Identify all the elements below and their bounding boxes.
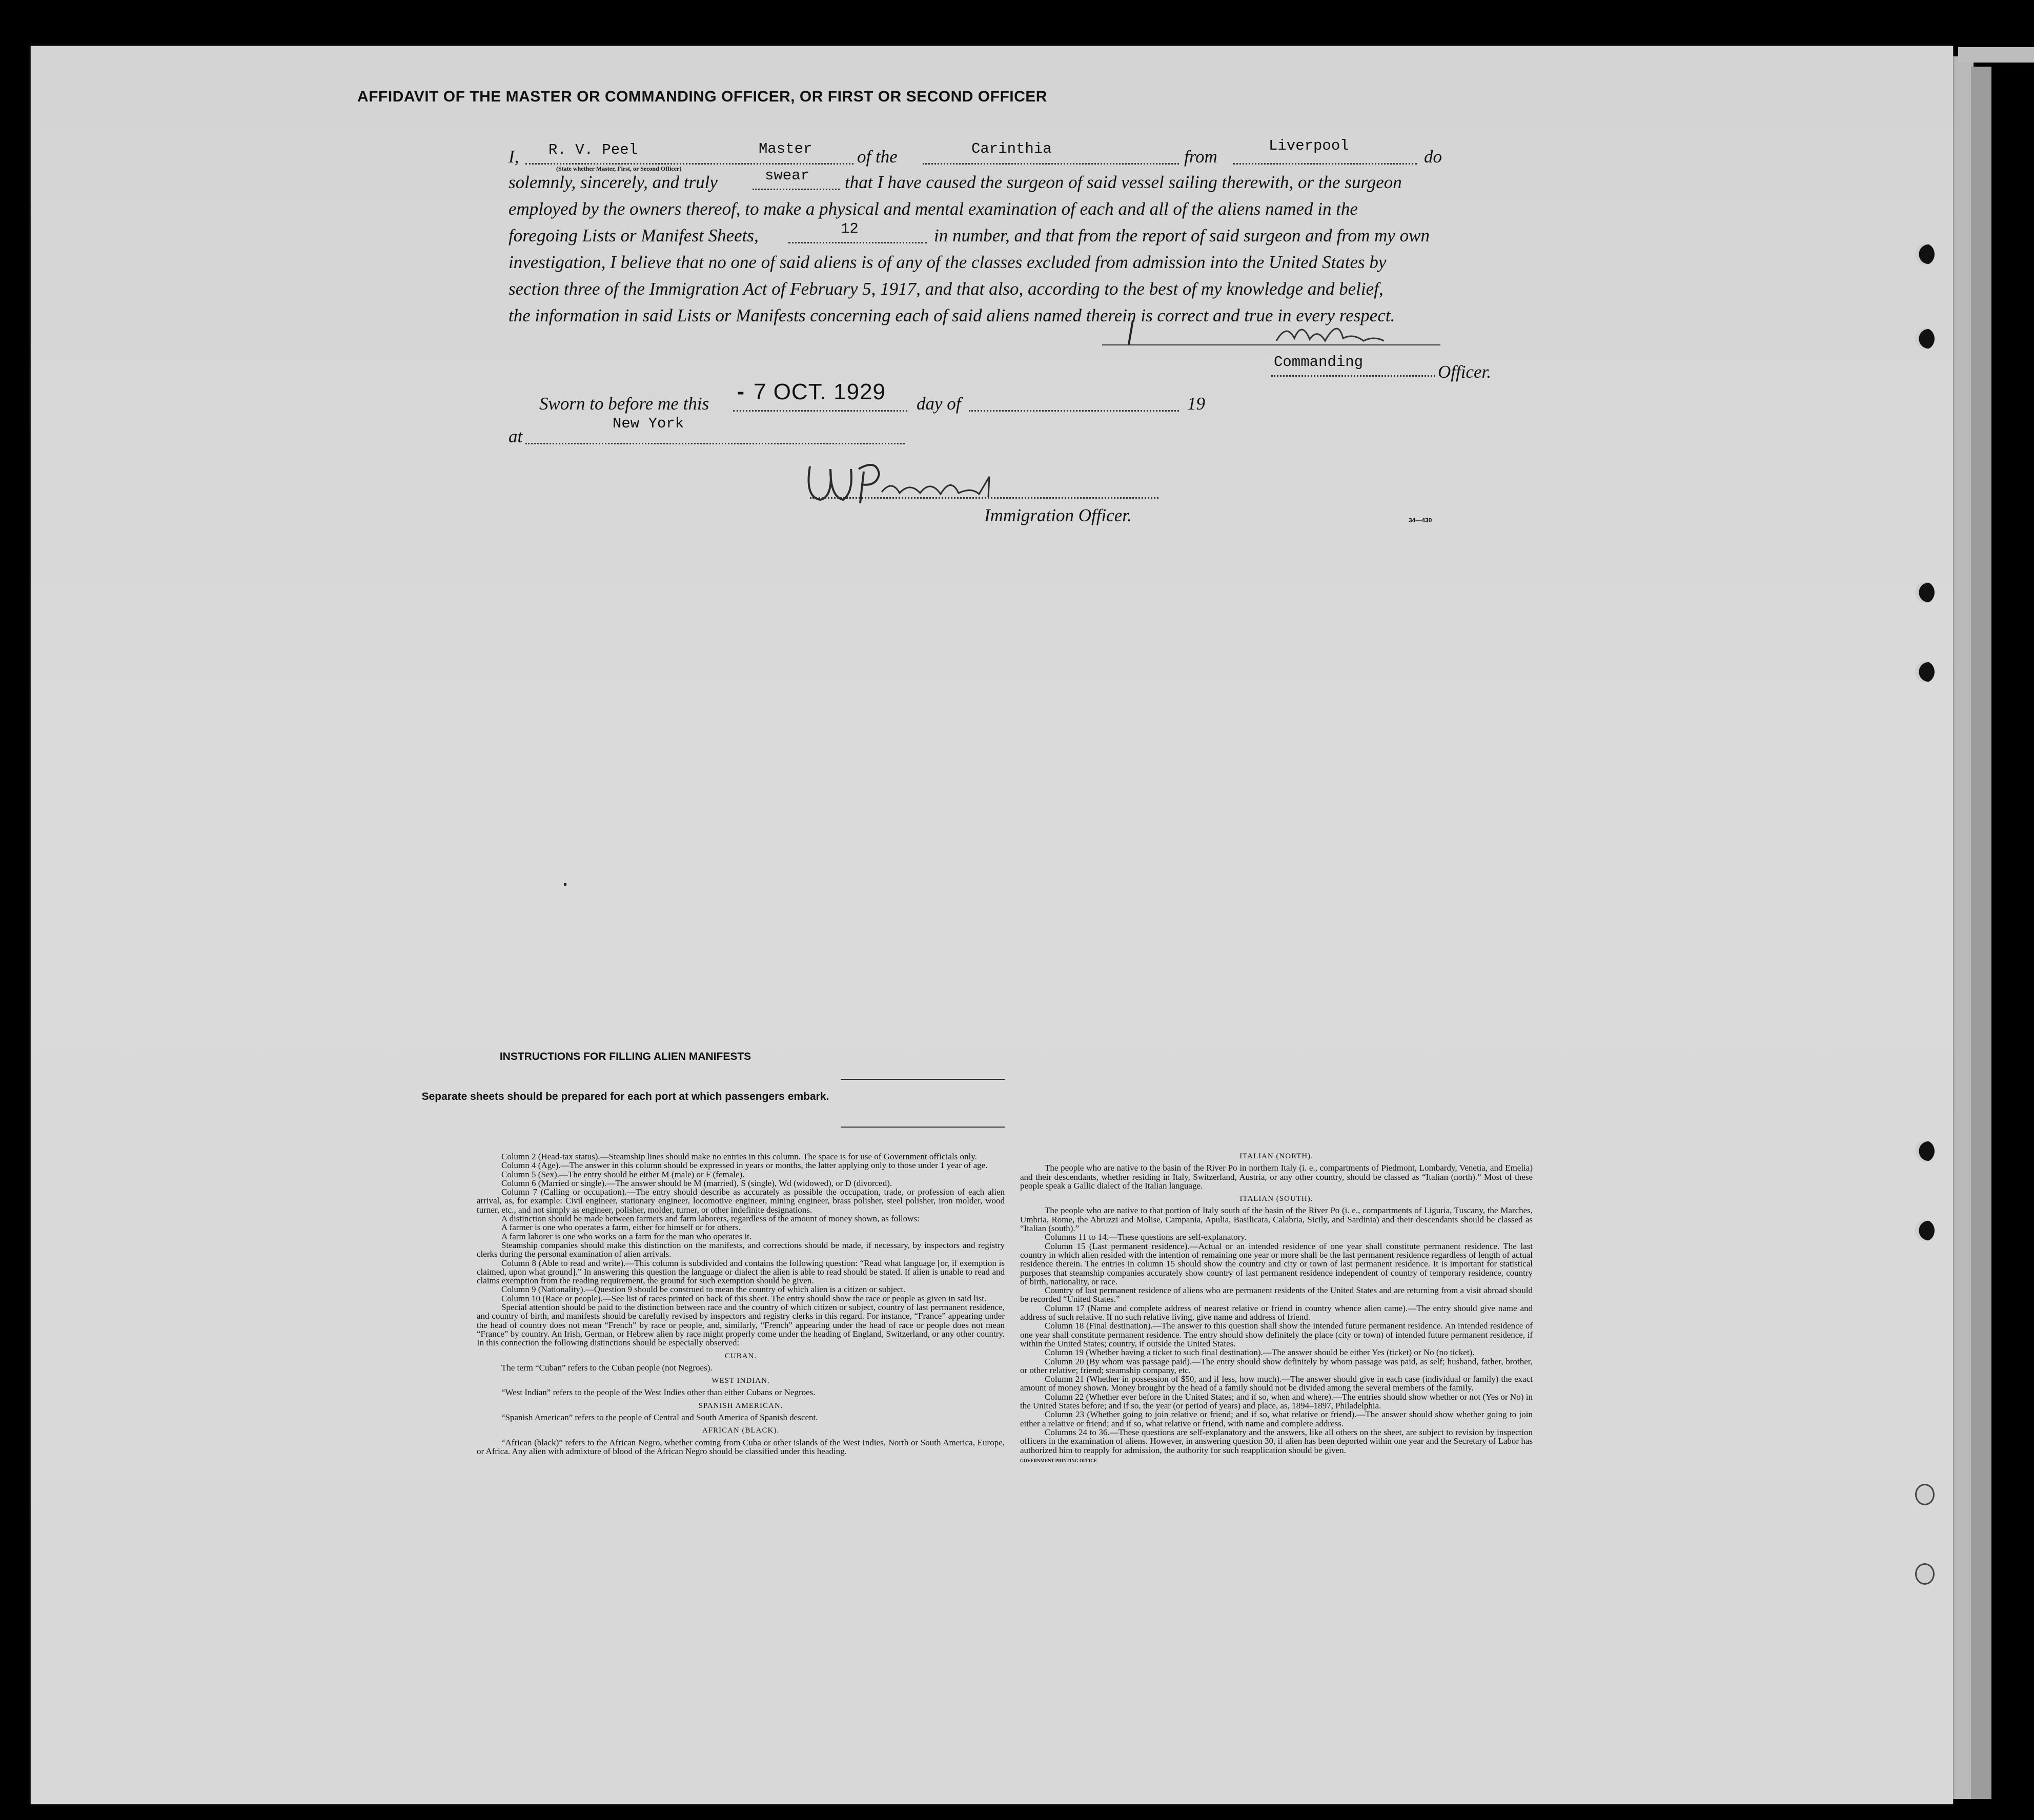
west-indian-text: “West Indian” refers to the people of the West Indies other than either Cubans or Negroes. <box>501 1387 816 1398</box>
name-line <box>525 163 853 165</box>
instr-left-12: Special attention should be paid to the distinction between race and the country of which citizen or subject, country of last permanent residence, and country of birth, and manifests should be carefully revised by inspectors and registry clerks in this regard. For instance, “France” appearing under the head of country does not mean “French” by race or people, and, similarly, “French” appearing under the head of race or people does not mean “France” by country. An Irish, German, or Hebrew alien by race might properly come under the heading of England, Switzerland, or any other country. In this connection the following distinctions should be especially observed: <box>477 1302 1005 1348</box>
binder-hole <box>1915 1484 1935 1505</box>
immigration-officer-line <box>810 497 1158 499</box>
binder-hole <box>1915 1140 1935 1162</box>
instr-left-0: Column 2 (Head-tax status).—Steamship lines should make no entries in this column. The space is for use of Government officials only. <box>501 1152 977 1161</box>
affidavit-i: I, <box>508 147 519 167</box>
instr-right-8: Column 21 (Whether in possession of $50, and if less, how much).—The answer should give in each case (individual or family) the exact amount of money shown. Money brought by the head of a family should not be divided among the several members of the family. <box>1020 1374 1533 1393</box>
sheets-line <box>788 242 927 243</box>
instr-left-4: Column 7 (Calling or occupation).—The entry should describe as accurately as possible the occupation, trade, or profession of each alien arrival, as, for example: Civil engineer, stationary engineer, locomotive engineer, mining engineer, brass polisher, steel polisher, iron molder, wood turner, etc., and not simply as engineer, polisher, molder, turner, or other indefinite designations. <box>477 1187 1005 1215</box>
instr-right-7: Column 20 (By whom was passage paid).—The entry should show definitely by whom passage was paid, as self; husband, father, brother, or other relative; friend; steamship company, etc. <box>1020 1356 1533 1375</box>
at-label: at <box>508 426 523 446</box>
vessel-name: Carinthia <box>971 140 1052 157</box>
title-divider <box>841 1079 1005 1080</box>
date-stamp-dash: - <box>737 379 744 403</box>
instr-right-0: The people who are native to that portion of Italy south of the basin of the River Po (i. e., compartments of Liguria, Tuscany, the Marches, Umbria, Rome, the Abruzzi and Molise, Campania, Apulia, Basilicata, Calabria, Sicily, and Sardinia) and their descendants should be classed as “Italian (south).” <box>1020 1205 1533 1234</box>
instr-right-9: Column 22 (Whether ever before in the United States; and if so, when and where).—The entries should show whether or not (Yes or No) in the United States before; and if so, the year (or period of years) and place, as, 1894–1897, Philadelphia. <box>1020 1392 1533 1411</box>
day-of-label: day of <box>917 394 961 414</box>
spanish-american-heading: SPANISH AMERICAN. <box>698 1401 783 1410</box>
departure-port: Liverpool <box>1269 137 1349 154</box>
spanish-american-text: “Spanish American” refers to the people of Central and South America of Spanish descent. <box>501 1413 818 1423</box>
instructions-title: INSTRUCTIONS FOR FILLING ALIEN MANIFESTS <box>499 1051 751 1062</box>
instr-left-11: Column 10 (Race or people).—See list of races printed on back of this sheet. The entry should show the race or people as given in said list. <box>501 1293 987 1303</box>
italian-south-heading: ITALIAN (SOUTH). <box>1239 1195 1313 1203</box>
form-number: 34—430 <box>1409 517 1432 524</box>
cuban-heading: CUBAN. <box>724 1352 757 1360</box>
instructions-subtitle: Separate sheets should be prepared for each port at which passengers embark. <box>421 1091 829 1102</box>
city-line <box>525 443 905 444</box>
manifest-sheet <box>31 46 1953 1804</box>
sworn-label: Sworn to before me this <box>539 394 709 414</box>
line-foregoing: foregoing Lists or Manifest Sheets, <box>508 226 759 246</box>
master-name: R. V. Peel <box>548 141 638 158</box>
printer-imprint: GOVERNMENT PRINTING OFFICE <box>1020 1458 1097 1463</box>
african-heading: AFRICAN (BLACK). <box>702 1426 780 1435</box>
line-information: the information in said Lists or Manifests concerning each of said aliens named therein is correct and true in every respect. <box>508 305 1395 325</box>
affidavit-title: AFFIDAVIT OF THE MASTER OR COMMANDING OFFICER, OR FIRST OR SECOND OFFICER <box>357 88 1047 105</box>
african-text: “African (black)” refers to the African Negro, whether coming from Cuba or other islands of the West Indies, North or South America, Europe, or Africa. Any alien with admixture of blood of the African Negro should be classified under this heading. <box>477 1437 1005 1456</box>
instr-left-7: A farm laborer is one who works on a farm for the man who operates it. <box>501 1231 752 1241</box>
instr-left-8: Steamship companies should make this distinction on the manifests, and corrections should be made, if necessary, by inspectors and registry clerks during the personal examination of alien arrivals. <box>477 1240 1005 1259</box>
instr-left-5: A distinction should be made between farmers and farm laborers, regardless of the amount of money shown, as follows: <box>501 1214 920 1224</box>
vessel-line <box>923 163 1179 165</box>
binder-hole <box>1915 661 1935 683</box>
instr-right-11: Columns 24 to 36.—These questions are self-explanatory and the answers, like all others on the sheet, are subject to revision by inspection officers in the examination of aliens. However, in answering question 30, if alien has been deported within one year and the Secretary of Labor has authorized him to reapply for admission, the authority for such reapplication should be given. <box>1020 1427 1533 1455</box>
line-section: section three of the Immigration Act of February 5, 1917, and that also, according to the best of my knowledge and belief, <box>508 279 1384 299</box>
line-surgeon: that I have caused the surgeon of said vessel sailing therewith, or the surgeon <box>845 172 1402 192</box>
master-signature <box>1097 313 1456 349</box>
date-stamp: 7 OCT. 1929 <box>754 379 886 404</box>
instr-left-10: Column 9 (Nationality).—Question 9 should be construed to mean the country of which alien is a citizen or subject. <box>501 1284 906 1295</box>
instructions-left-column <box>477 1152 1005 1456</box>
day-line <box>733 410 907 412</box>
instr-right-2: Column 15 (Last permanent residence).—Actual or an intended residence of one year shall constitute permanent residence. The last country in which alien resided with the intention of remaining one year or more shall be the last permanent residence regardless of length of actual residence therein. The entries in column 15 should show the country and city or town of last permanent residence. It is important for statistical purposes that steamship companies accurately show country of last permanent residence independent of country of temporary residence, country of birth, nationality, or race. <box>1020 1241 1533 1286</box>
oath-word: swear <box>765 167 810 184</box>
do-label: do <box>1424 147 1442 167</box>
officer-label: Officer. <box>1438 362 1492 382</box>
commanding-line <box>1271 375 1435 377</box>
instr-left-6: A farmer is one who operates a farm, either for himself or for others. <box>501 1222 741 1233</box>
line-in-number: in number, and that from the report of said surgeon and from my own <box>934 226 1430 246</box>
line-investigation: investigation, I believe that no one of said aliens is of any of the classes excluded from admission into the United States by <box>508 252 1387 272</box>
year-label: 19 <box>1187 394 1205 414</box>
binder-hole <box>1915 243 1935 265</box>
instr-right-6: Column 19 (Whether having a ticket to such final destination).—The answer should be either Yes (ticket) or No (no ticket). <box>1045 1347 1475 1358</box>
instr-right-5: Column 18 (Final destination).—The answer to this question shall show the intended future permanent residence. An intended residence of one year shall constitute permanent residence. The entry should show definitely the place (city or town) of intended future permanent residence, if within the United States; country, if outside the United States. <box>1020 1321 1533 1348</box>
port-line <box>1233 163 1417 165</box>
page-edge-strip <box>1958 47 2034 63</box>
instr-right-3: Country of last permanent residence of aliens who are permanent residents of the United States and are returning from a visit abroad should be recorded “United States.” <box>1020 1285 1533 1304</box>
from-label: from <box>1184 147 1217 167</box>
line-employed: employed by the owners thereof, to make a physical and mental examination of each and all of the aliens named in the <box>508 199 1358 219</box>
sworn-city: New York <box>613 415 684 432</box>
underlying-page-edge <box>1971 67 1991 1799</box>
italian-north-text: The people who are native to the basin of the River Po in northern Italy (i. e., compartments of Piedmont, Lombardy, Venetia, and Emelia) and their descendants, whether residing in Italy, Switzerland, Austria, or any other country, should be classed as “Italian (north).” Most of these people speak a Gallic dialect of the Italian language. <box>1020 1163 1533 1191</box>
officer-rank: Master <box>759 140 812 157</box>
instr-right-10: Column 23 (Whether going to join relative or friend; and if so, what relative or friend).—The answer should show whether going to join either a relative or friend; and if so, what relative or friend, with name and complete address. <box>1020 1409 1533 1428</box>
immigration-officer-label: Immigration Officer. <box>984 505 1132 525</box>
binder-hole <box>1915 1220 1935 1241</box>
month-line <box>969 410 1179 412</box>
rank-note: (State whether Master, First, or Second Officer) <box>556 165 682 172</box>
sheet-count: 12 <box>841 220 859 237</box>
speck <box>564 883 566 886</box>
instr-right-1: Columns 11 to 14.—These questions are self-explanatory. <box>1045 1232 1247 1242</box>
binder-hole <box>1915 1563 1935 1585</box>
binder-hole <box>1915 582 1935 603</box>
line-solemnly: solemnly, sincerely, and truly <box>508 172 718 192</box>
instr-left-9: Column 8 (Able to read and write).—This column is subdivided and contains the following question: “Read what language [or, if exemption is claimed, upon what ground].” In answering this question the language or dialect the alien is able to read should be stated. If alien is unable to read and claims exemption from the reading requirement, the ground for such exemption should be given. <box>477 1258 1005 1286</box>
instr-left-3: Column 6 (Married or single).—The answer should be M (married), S (single), Wd (widowed), or D (divorced). <box>501 1178 892 1188</box>
of-the-label: of the <box>857 147 898 167</box>
oath-line <box>752 189 840 190</box>
instr-left-2: Column 5 (Sex).—The entry should be either M (male) or F (female). <box>501 1169 745 1179</box>
subtitle-divider <box>841 1127 1005 1128</box>
instructions-right-column <box>1020 1152 1533 1465</box>
instr-right-4: Column 17 (Name and complete address of nearest relative or friend in country whence alien came).—The entry should give name and address of such relative. If no such relative living, give name and address of friend. <box>1020 1303 1533 1322</box>
cuban-text: The term “Cuban” refers to the Cuban people (not Negroes). <box>501 1362 713 1373</box>
binder-hole <box>1915 328 1935 350</box>
italian-north-heading: ITALIAN (NORTH). <box>1239 1152 1313 1160</box>
instr-left-1: Column 4 (Age).—The answer in this column should be expressed in years or months, the latter applying only to those under 1 year of age. <box>501 1160 988 1171</box>
west-indian-heading: WEST INDIAN. <box>711 1377 770 1385</box>
commanding-text: Commanding <box>1274 354 1364 371</box>
